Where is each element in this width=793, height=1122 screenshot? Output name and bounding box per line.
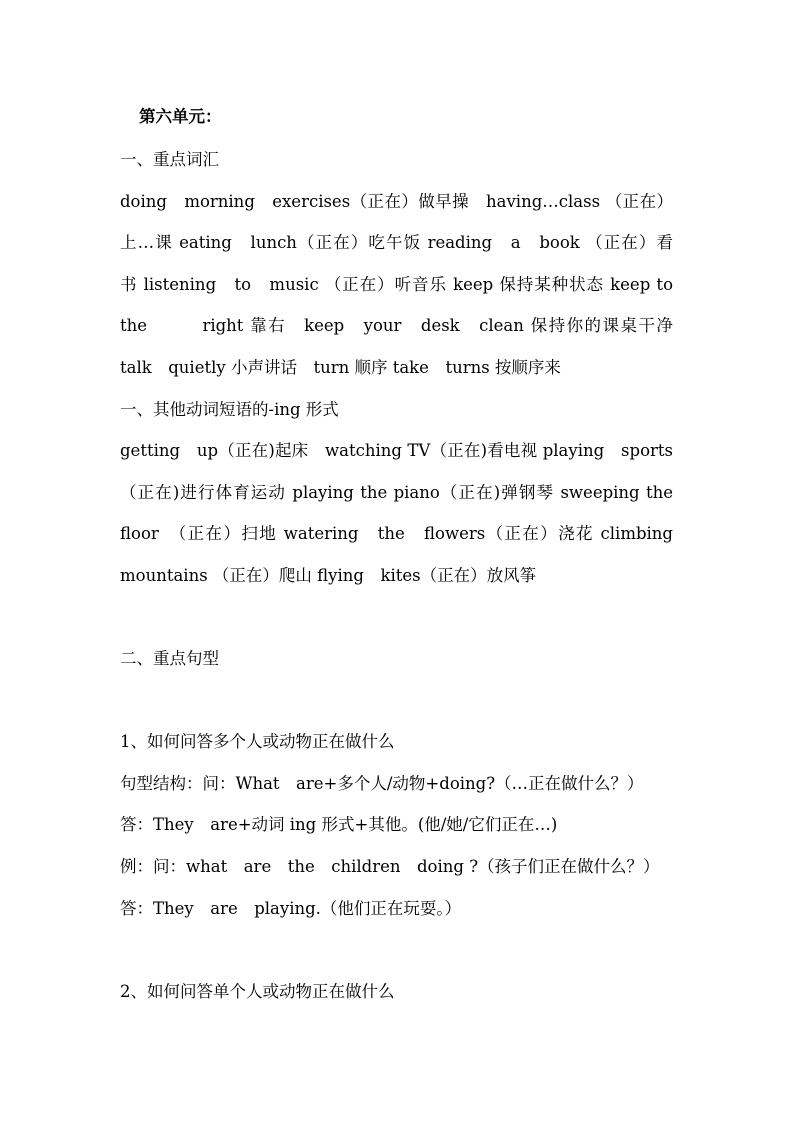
vocab-line: 书 listening to music （正在）听音乐 keep 保持某种状态 keep to bbox=[120, 275, 673, 294]
section-heading-sentences: 二、重点句型 bbox=[120, 649, 219, 668]
ing-line: getting up（正在)起床 watching TV（正在)看电视 playing sports bbox=[120, 441, 673, 460]
unit-title: 第六单元： bbox=[139, 107, 222, 126]
ing-line: floor （正在）扫地 watering the flowers（正在）浇花 climbing bbox=[120, 524, 673, 543]
point-heading: 1、如何问答多个人或动物正在做什么 bbox=[120, 732, 395, 751]
point-heading: 2、如何问答单个人或动物正在做什么 bbox=[120, 982, 395, 1001]
vocab-line: the right 靠右 keep your desk clean 保持你的课桌干净 bbox=[120, 316, 673, 335]
pattern-line: 句型结构：问：What are+多个人/动物+doing?（…正在做什么？） bbox=[120, 774, 644, 793]
pattern-line: 例：问：what are the children doing ?（孩子们正在做什么？） bbox=[120, 857, 660, 876]
section-heading-vocab: 一、重点词汇 bbox=[120, 150, 219, 169]
ing-line: （正在)进行体育运动 playing the piano（正在)弹钢琴 sweeping the bbox=[120, 483, 673, 502]
pattern-line: 答：They are+动词 ing 形式+其他。(他/她/它们正在…) bbox=[120, 815, 558, 834]
vocab-line: doing morning exercises（正在）做早操 having…class （正在） bbox=[120, 192, 673, 211]
vocab-line: 上…课 eating lunch（正在）吃午饭 reading a book （正在）看 bbox=[120, 233, 673, 252]
subsection-heading-ing: 一、其他动词短语的-ing 形式 bbox=[120, 400, 339, 419]
pattern-line: 答：They are playing.（他们正在玩耍。） bbox=[120, 899, 462, 918]
ing-line: mountains （正在）爬山 flying kites（正在）放风筝 bbox=[120, 566, 537, 585]
vocab-line: talk quietly 小声讲话 turn 顺序 take turns 按顺序来 bbox=[120, 358, 561, 377]
